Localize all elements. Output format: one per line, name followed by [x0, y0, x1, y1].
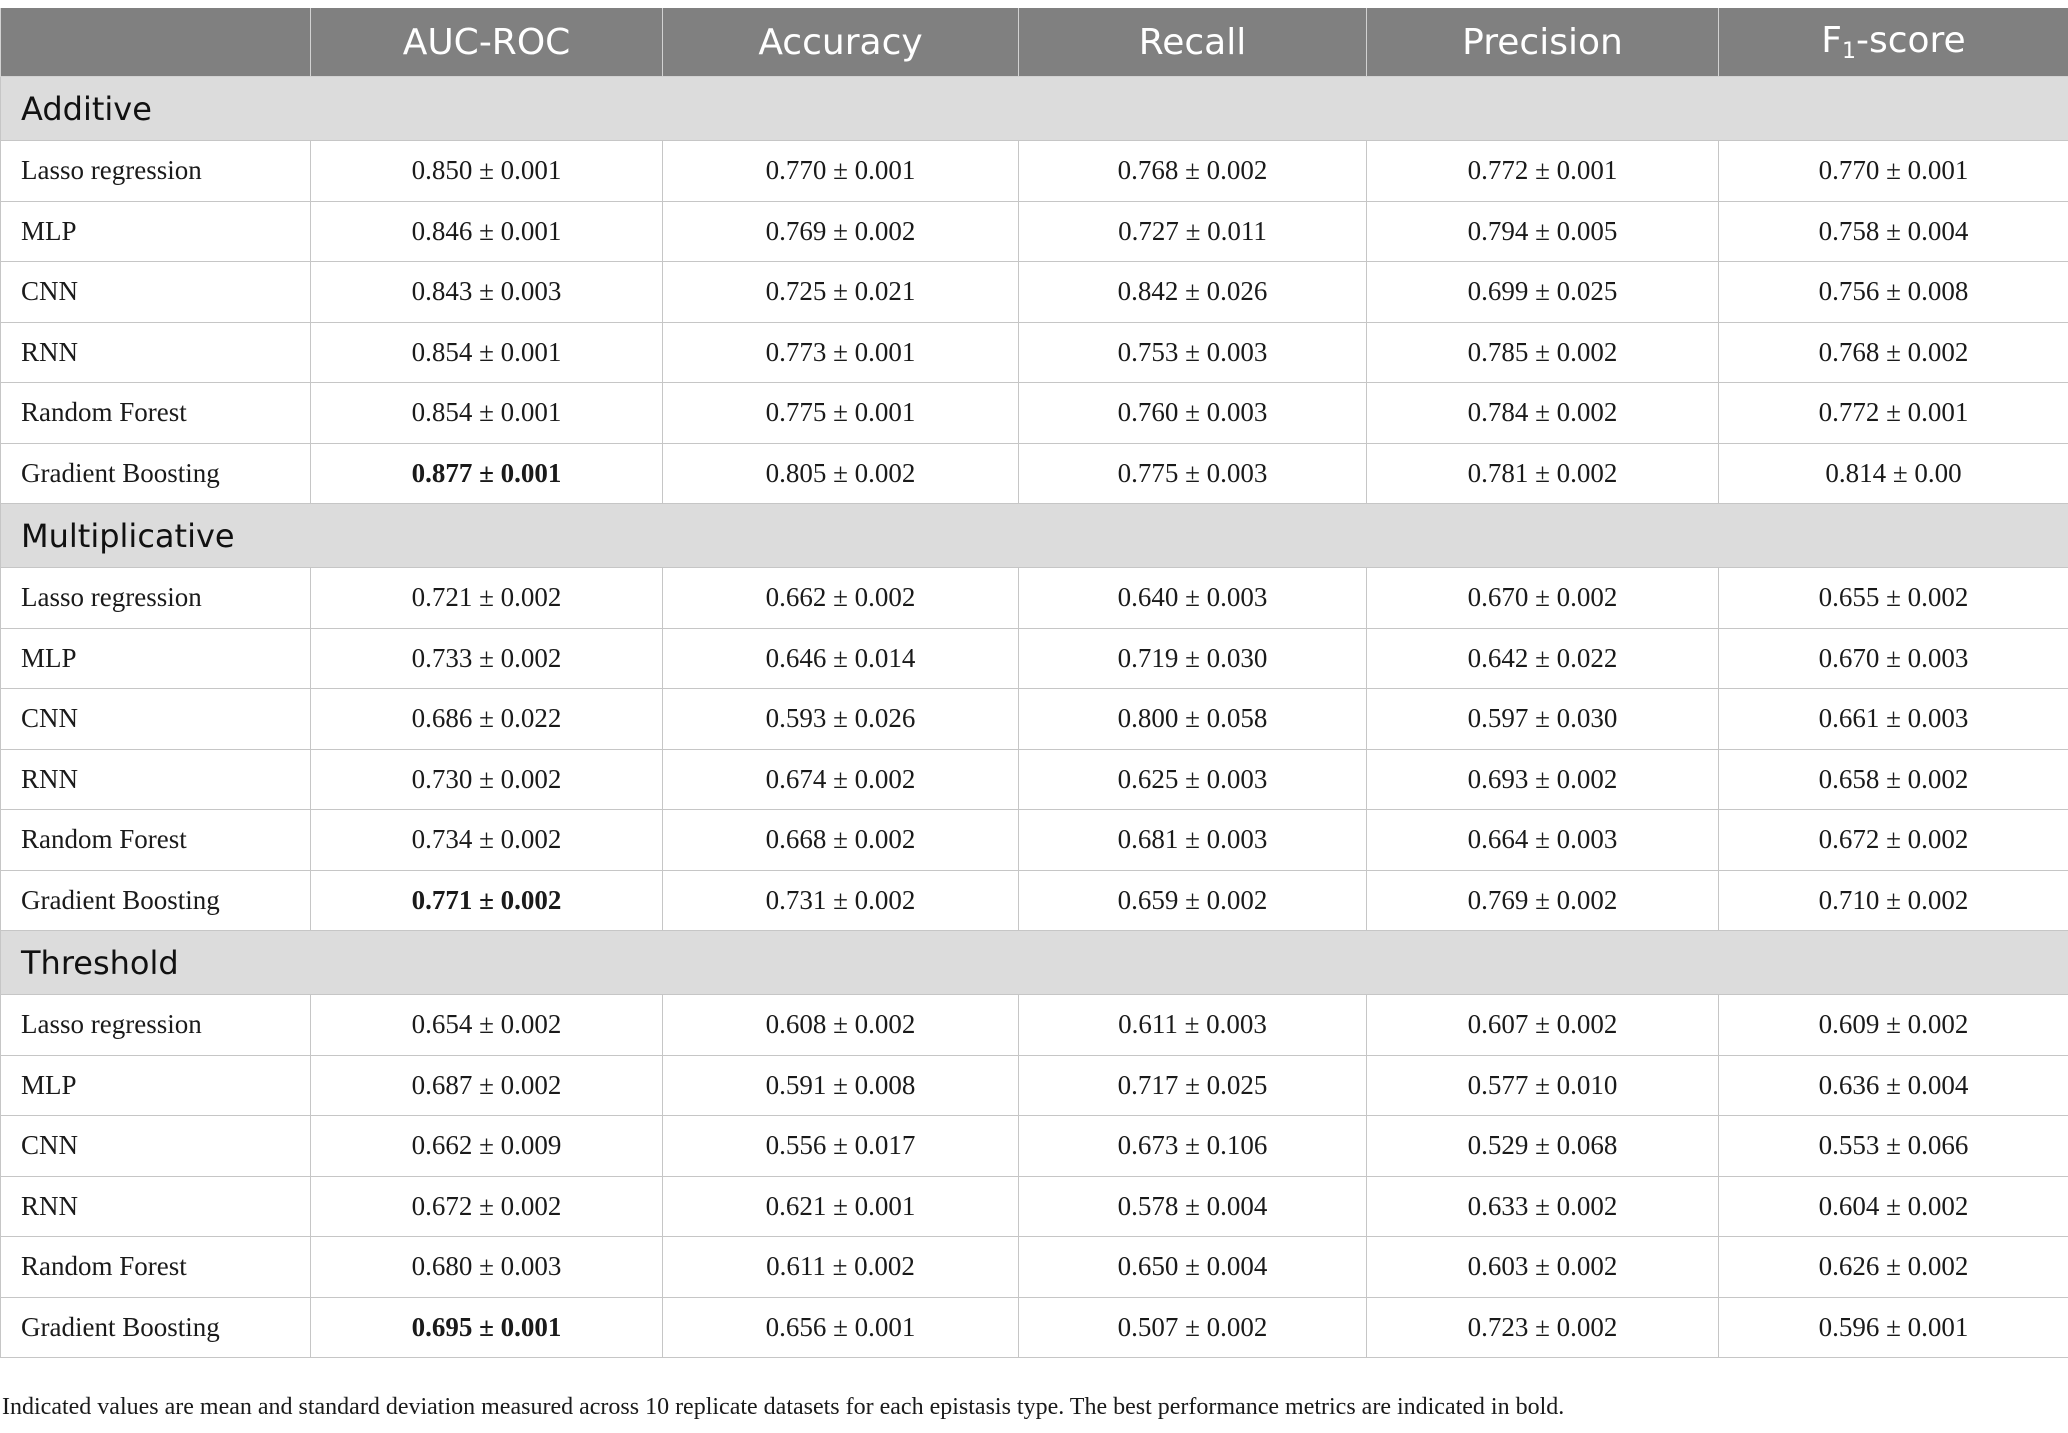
header-auc-roc: AUC-ROC	[311, 8, 663, 77]
model-name-cell: MLP	[1, 628, 311, 689]
accuracy-cell: 0.805 ± 0.002	[663, 443, 1019, 504]
precision-cell: 0.607 ± 0.002	[1367, 995, 1719, 1056]
model-name-cell: Lasso regression	[1, 568, 311, 629]
precision-cell: 0.603 ± 0.002	[1367, 1237, 1719, 1298]
accuracy-cell: 0.773 ± 0.001	[663, 322, 1019, 383]
header-recall: Recall	[1019, 8, 1367, 77]
model-name-cell: Lasso regression	[1, 995, 311, 1056]
precision-cell: 0.781 ± 0.002	[1367, 443, 1719, 504]
accuracy-cell: 0.556 ± 0.017	[663, 1116, 1019, 1177]
header-f1-subscript: 1	[1841, 39, 1856, 64]
recall-cell: 0.673 ± 0.106	[1019, 1116, 1367, 1177]
model-name-cell: RNN	[1, 322, 311, 383]
recall-cell: 0.717 ± 0.025	[1019, 1055, 1367, 1116]
precision-cell: 0.597 ± 0.030	[1367, 689, 1719, 750]
f1-score-cell: 0.553 ± 0.066	[1719, 1116, 2068, 1177]
table-row	[1, 628, 2068, 689]
group-title: Threshold	[1, 931, 2068, 995]
auc-roc-cell: 0.734 ± 0.002	[311, 810, 663, 871]
auc-roc-cell: 0.846 ± 0.001	[311, 201, 663, 262]
header-f1-letter: F	[1821, 20, 1842, 61]
f1-score-cell: 0.658 ± 0.002	[1719, 749, 2068, 810]
auc-roc-cell: 0.662 ± 0.009	[311, 1116, 663, 1177]
accuracy-cell: 0.646 ± 0.014	[663, 628, 1019, 689]
accuracy-cell: 0.770 ± 0.001	[663, 141, 1019, 202]
recall-cell: 0.611 ± 0.003	[1019, 995, 1367, 1056]
recall-cell: 0.640 ± 0.003	[1019, 568, 1367, 629]
auc-roc-cell: 0.695 ± 0.001	[311, 1297, 663, 1358]
f1-score-cell: 0.596 ± 0.001	[1719, 1297, 2068, 1358]
precision-cell: 0.529 ± 0.068	[1367, 1116, 1719, 1177]
table-row	[1, 568, 2068, 629]
auc-roc-cell: 0.843 ± 0.003	[311, 262, 663, 323]
precision-cell: 0.693 ± 0.002	[1367, 749, 1719, 810]
table-row	[1, 870, 2068, 931]
table-row	[1, 1176, 2068, 1237]
table-row	[1, 1297, 2068, 1358]
table-row	[1, 201, 2068, 262]
model-name-cell: CNN	[1, 689, 311, 750]
table-row	[1, 689, 2068, 750]
accuracy-cell: 0.656 ± 0.001	[663, 1297, 1019, 1358]
recall-cell: 0.842 ± 0.026	[1019, 262, 1367, 323]
table-row	[1, 322, 2068, 383]
auc-roc-cell: 0.771 ± 0.002	[311, 870, 663, 931]
precision-cell: 0.577 ± 0.010	[1367, 1055, 1719, 1116]
precision-cell: 0.769 ± 0.002	[1367, 870, 1719, 931]
f1-score-cell: 0.672 ± 0.002	[1719, 810, 2068, 871]
precision-cell: 0.664 ± 0.003	[1367, 810, 1719, 871]
accuracy-cell: 0.593 ± 0.026	[663, 689, 1019, 750]
precision-cell: 0.772 ± 0.001	[1367, 141, 1719, 202]
recall-cell: 0.650 ± 0.004	[1019, 1237, 1367, 1298]
accuracy-cell: 0.611 ± 0.002	[663, 1237, 1019, 1298]
group-title: Additive	[1, 77, 2068, 141]
table-row	[1, 1116, 2068, 1177]
table-row	[1, 141, 2068, 202]
precision-cell: 0.785 ± 0.002	[1367, 322, 1719, 383]
recall-cell: 0.775 ± 0.003	[1019, 443, 1367, 504]
f1-score-cell: 0.772 ± 0.001	[1719, 383, 2068, 444]
precision-cell: 0.670 ± 0.002	[1367, 568, 1719, 629]
group-header-row	[1, 931, 2068, 995]
f1-score-cell: 0.770 ± 0.001	[1719, 141, 2068, 202]
auc-roc-cell: 0.854 ± 0.001	[311, 322, 663, 383]
precision-cell: 0.794 ± 0.005	[1367, 201, 1719, 262]
model-name-cell: Gradient Boosting	[1, 870, 311, 931]
f1-score-cell: 0.655 ± 0.002	[1719, 568, 2068, 629]
table-row	[1, 995, 2068, 1056]
table-row	[1, 383, 2068, 444]
f1-score-cell: 0.636 ± 0.004	[1719, 1055, 2068, 1116]
auc-roc-cell: 0.877 ± 0.001	[311, 443, 663, 504]
model-name-cell: Gradient Boosting	[1, 443, 311, 504]
model-name-cell: Random Forest	[1, 383, 311, 444]
auc-roc-cell: 0.733 ± 0.002	[311, 628, 663, 689]
model-name-cell: RNN	[1, 749, 311, 810]
model-name-cell: MLP	[1, 201, 311, 262]
auc-roc-cell: 0.680 ± 0.003	[311, 1237, 663, 1298]
f1-score-cell: 0.604 ± 0.002	[1719, 1176, 2068, 1237]
recall-cell: 0.800 ± 0.058	[1019, 689, 1367, 750]
table-row	[1, 810, 2068, 871]
table-row	[1, 262, 2068, 323]
group-header-row	[1, 77, 2068, 141]
recall-cell: 0.727 ± 0.011	[1019, 201, 1367, 262]
precision-cell: 0.642 ± 0.022	[1367, 628, 1719, 689]
auc-roc-cell: 0.687 ± 0.002	[311, 1055, 663, 1116]
auc-roc-cell: 0.730 ± 0.002	[311, 749, 663, 810]
model-name-cell: RNN	[1, 1176, 311, 1237]
recall-cell: 0.507 ± 0.002	[1019, 1297, 1367, 1358]
accuracy-cell: 0.731 ± 0.002	[663, 870, 1019, 931]
recall-cell: 0.681 ± 0.003	[1019, 810, 1367, 871]
f1-score-cell: 0.710 ± 0.002	[1719, 870, 2068, 931]
table-body	[1, 77, 2068, 1358]
table-row	[1, 443, 2068, 504]
f1-score-cell: 0.814 ± 0.00	[1719, 443, 2068, 504]
model-name-cell: MLP	[1, 1055, 311, 1116]
f1-score-cell: 0.768 ± 0.002	[1719, 322, 2068, 383]
header-blank	[1, 8, 311, 77]
accuracy-cell: 0.769 ± 0.002	[663, 201, 1019, 262]
auc-roc-cell: 0.654 ± 0.002	[311, 995, 663, 1056]
auc-roc-cell: 0.721 ± 0.002	[311, 568, 663, 629]
accuracy-cell: 0.725 ± 0.021	[663, 262, 1019, 323]
recall-cell: 0.768 ± 0.002	[1019, 141, 1367, 202]
header-row	[1, 8, 2068, 77]
recall-cell: 0.625 ± 0.003	[1019, 749, 1367, 810]
table-footnote: Indicated values are mean and standard deviation measured across 10 replicate datasets for each epistasis type. The best performance metrics are indicated in bold.	[2, 1394, 1565, 1420]
results-table	[0, 8, 2068, 1358]
f1-score-cell: 0.626 ± 0.002	[1719, 1237, 2068, 1298]
f1-score-cell: 0.661 ± 0.003	[1719, 689, 2068, 750]
recall-cell: 0.753 ± 0.003	[1019, 322, 1367, 383]
accuracy-cell: 0.775 ± 0.001	[663, 383, 1019, 444]
accuracy-cell: 0.668 ± 0.002	[663, 810, 1019, 871]
precision-cell: 0.723 ± 0.002	[1367, 1297, 1719, 1358]
model-name-cell: Random Forest	[1, 810, 311, 871]
auc-roc-cell: 0.686 ± 0.022	[311, 689, 663, 750]
f1-score-cell: 0.670 ± 0.003	[1719, 628, 2068, 689]
group-header-row	[1, 504, 2068, 568]
table-row	[1, 749, 2068, 810]
f1-score-cell: 0.758 ± 0.004	[1719, 201, 2068, 262]
accuracy-cell: 0.591 ± 0.008	[663, 1055, 1019, 1116]
header-accuracy: Accuracy	[663, 8, 1019, 77]
recall-cell: 0.760 ± 0.003	[1019, 383, 1367, 444]
group-title: Multiplicative	[1, 504, 2068, 568]
f1-score-cell: 0.609 ± 0.002	[1719, 995, 2068, 1056]
table-container	[0, 8, 2068, 1358]
accuracy-cell: 0.674 ± 0.002	[663, 749, 1019, 810]
model-name-cell: CNN	[1, 1116, 311, 1177]
model-name-cell: Lasso regression	[1, 141, 311, 202]
accuracy-cell: 0.662 ± 0.002	[663, 568, 1019, 629]
table-row	[1, 1237, 2068, 1298]
recall-cell: 0.578 ± 0.004	[1019, 1176, 1367, 1237]
auc-roc-cell: 0.672 ± 0.002	[311, 1176, 663, 1237]
header-f1-score	[1719, 8, 2068, 77]
header-precision: Precision	[1367, 8, 1719, 77]
auc-roc-cell: 0.854 ± 0.001	[311, 383, 663, 444]
precision-cell: 0.784 ± 0.002	[1367, 383, 1719, 444]
model-name-cell: CNN	[1, 262, 311, 323]
precision-cell: 0.633 ± 0.002	[1367, 1176, 1719, 1237]
precision-cell: 0.699 ± 0.025	[1367, 262, 1719, 323]
recall-cell: 0.719 ± 0.030	[1019, 628, 1367, 689]
recall-cell: 0.659 ± 0.002	[1019, 870, 1367, 931]
model-name-cell: Gradient Boosting	[1, 1297, 311, 1358]
table-row	[1, 1055, 2068, 1116]
accuracy-cell: 0.608 ± 0.002	[663, 995, 1019, 1056]
header-f1-suffix: -score	[1855, 20, 1966, 61]
f1-score-cell: 0.756 ± 0.008	[1719, 262, 2068, 323]
auc-roc-cell: 0.850 ± 0.001	[311, 141, 663, 202]
accuracy-cell: 0.621 ± 0.001	[663, 1176, 1019, 1237]
model-name-cell: Random Forest	[1, 1237, 311, 1298]
